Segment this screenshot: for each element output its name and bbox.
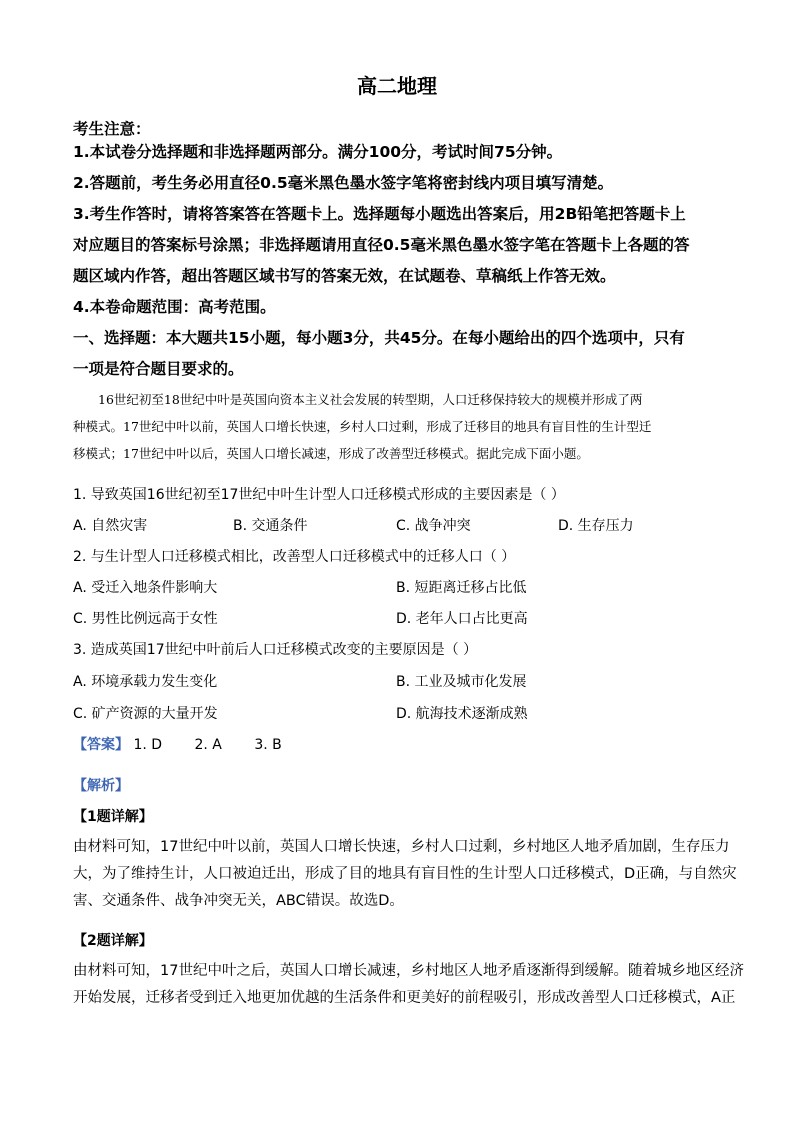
detail-2-label: 2题详解 <box>87 933 139 949</box>
page-title: 高二地理 <box>357 74 437 98</box>
analysis-heading: 【解析】 <box>73 778 129 794</box>
section-heading-line-1: 一、选择题：本大题共15小题，每小题3分，共45分。在每小题给出的四个选项中，只有 <box>73 329 685 347</box>
passage-line: 移模式；17世纪中叶以后，英国人口增长减速，形成了改善型迁移模式。据此完成下面小题。 <box>73 446 589 461</box>
question-2-option-a[interactable]: A. 受迁入地条件影响大 <box>73 580 218 596</box>
detail-1-line: 害、交通条件、战争冲突无关，ABC错误。故选D。 <box>73 893 404 909</box>
question-3-option-c[interactable]: C. 矿产资源的大量开发 <box>73 706 218 722</box>
notice-item-4: 4.本卷命题范围：高考范围。 <box>73 298 276 316</box>
answer-bracket-close: 】 <box>115 737 129 753</box>
question-3-option-a[interactable]: A. 环境承载力发生变化 <box>73 674 218 690</box>
detail-1-line: 由材料可知，17世纪中叶以前，英国人口增长快速，乡村人口过剩，乡村地区人地矛盾加剧，生存压力 <box>73 839 730 855</box>
answer-item-3: 3. B <box>254 737 282 753</box>
analysis-label: 解析 <box>87 778 115 794</box>
detail-2-body <box>73 958 744 1012</box>
answer-label: 答案 <box>87 737 115 753</box>
detail-2-heading: 【2题详解】 <box>73 933 153 949</box>
detail-2-line: 开始发展，迁移者受到迁入地更加优越的生活条件和更美好的前程吸引，形成改善型人口迁移模式，A正 <box>73 990 736 1006</box>
question-2-stem: 2. 与生计型人口迁移模式相比，改善型人口迁移模式中的迁移人口（ ） <box>73 549 516 565</box>
detail-1-label: 1题详解 <box>87 809 139 825</box>
question-1-option-d[interactable]: D. 生存压力 <box>558 518 634 534</box>
detail-1-heading: 【1题详解】 <box>73 809 153 825</box>
notice-heading: 考生注意： <box>73 120 151 138</box>
answer-item-2: 2. A <box>194 737 222 753</box>
question-2-option-c[interactable]: C. 男性比例远高于女性 <box>73 611 218 627</box>
question-3-option-b[interactable]: B. 工业及城市化发展 <box>396 674 527 690</box>
notice-item-3-cont-1: 对应题目的答案标号涂黑；非选择题请用直径0.5毫米黑色墨水签字笔在答题卡上各题的答 <box>73 236 690 254</box>
passage-line: 种模式。17世纪中叶以前，英国人口增长快速，乡村人口过剩，形成了迁移目的地具有盲目性的生计型迁 <box>73 419 652 434</box>
notice-item-3-cont-2: 题区域内作答，超出答题区域书写的答案无效，在试题卷、草稿纸上作答无效。 <box>73 267 616 285</box>
detail-2-line: 由材料可知，17世纪中叶之后，英国人口增长减速，乡村地区人地矛盾逐渐得到缓解。随着城乡地区经济 <box>73 963 744 979</box>
notice-item-1: 1.本试卷分选择题和非选择题两部分。满分100分，考试时间75分钟。 <box>73 143 563 161</box>
notice-item-3: 3.考生作答时，请将答案答在答题卡上。选择题每小题选出答案后，用2B铅笔把答题卡上 <box>73 205 686 223</box>
question-1-option-a[interactable]: A. 自然灾害 <box>73 518 148 534</box>
answer-line <box>73 734 310 754</box>
passage-line: 16世纪初至18世纪中叶是英国向资本主义社会发展的转型期，人口迁移保持较大的规模并形成了两 <box>98 392 643 407</box>
section-heading-line-2: 一项是符合题目要求的。 <box>73 360 244 378</box>
question-1-option-b[interactable]: B. 交通条件 <box>233 518 308 534</box>
detail-1-line: 大，为了维持生计，人口被迫迁出，形成了目的地具有盲目性的生计型人口迁移模式，D正确，与自然灾 <box>73 866 737 882</box>
detail-1-body <box>73 834 737 915</box>
reading-passage <box>73 386 721 467</box>
question-1-stem: 1. 导致英国16世纪初至17世纪中叶生计型人口迁移模式形成的主要因素是（ ） <box>73 487 565 503</box>
question-2-option-b[interactable]: B. 短距离迁移占比低 <box>396 580 527 596</box>
answer-bracket-open: 【 <box>73 737 87 753</box>
question-2-option-d[interactable]: D. 老年人口占比更高 <box>396 611 528 627</box>
question-3-stem: 3. 造成英国17世纪中叶前后人口迁移模式改变的主要原因是（ ） <box>73 642 478 658</box>
question-3-option-d[interactable]: D. 航海技术逐渐成熟 <box>396 706 528 722</box>
notice-item-2: 2.答题前，考生务必用直径0.5毫米黑色墨水签字笔将密封线内项目填写清楚。 <box>73 174 614 192</box>
question-1-option-c[interactable]: C. 战争冲突 <box>396 518 471 534</box>
answer-item-1: 1. D <box>133 737 163 753</box>
